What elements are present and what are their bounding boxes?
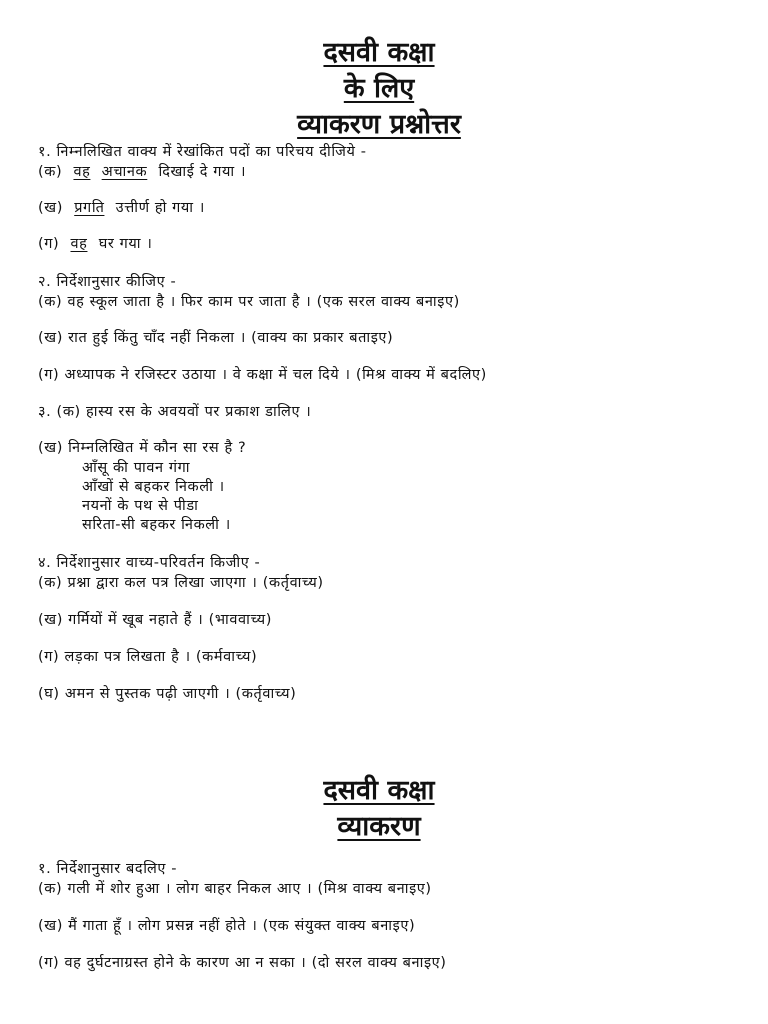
- underlined-word-3: प्रगति: [74, 200, 105, 216]
- poem-line-3: नयनों के पथ से पीडा: [82, 498, 199, 514]
- question-1b: [38, 198, 205, 218]
- question-4c: (ग) लड़का पत्र लिखता है । (कर्मवाच्य): [38, 649, 258, 665]
- question-3-heading: ३. (क) हास्य रस के अवयवों पर प्रकाश डालिए ।: [38, 404, 312, 420]
- underlined-word-4: वह: [70, 236, 88, 252]
- question-2-heading: २. निर्देशानुसार कीजिए -: [38, 274, 177, 290]
- section-2-title-line-1: दसवी कक्षा: [323, 775, 435, 806]
- document-title-line-3: व्याकरण प्रश्नोत्तर: [297, 109, 461, 140]
- question-4a: (क) प्रश्ना द्वारा कल पत्र लिखा जाएगा । (कर्तृवाच्य): [38, 575, 324, 591]
- section-2-question-1b: (ख) मैं गाता हूँ । लोग प्रसन्न नहीं होते । (एक संयुक्त वाक्य बनाइए): [38, 918, 416, 934]
- question-1a: [38, 162, 246, 182]
- poem-line-2: आँखों से बहकर निकली ।: [82, 479, 225, 495]
- question-1a-text: दिखाई दे गया ।: [158, 164, 247, 180]
- section-2-title-line-2: व्याकरण: [337, 811, 421, 842]
- question-4b: (ख) गर्मियों में खूब नहाते हैं । (भाववाच्य): [38, 612, 273, 628]
- underlined-word-2: अचानक: [101, 164, 148, 180]
- question-1b-text: उत्तीर्ण हो गया ।: [115, 200, 205, 216]
- question-2c: (ग) अध्यापक ने रजिस्टर उठाया । वे कक्षा में चल दिये । (मिश्र वाक्य में बदलिए): [38, 367, 487, 383]
- poem-line-4: सरिता-सी बहकर निकली ।: [82, 517, 231, 533]
- underlined-word-1: वह: [73, 164, 91, 180]
- question-2b: (ख) रात हुई किंतु चाँद नहीं निकला । (वाक्य का प्रकार बताइए): [38, 330, 394, 346]
- poem-line-1: आँसू की पावन गंगा: [82, 460, 191, 476]
- question-1a-label: (क): [38, 164, 63, 180]
- section-2-question-1c: (ग) वह दुर्घटनाग्रस्त होने के कारण आ न सका । (दो सरल वाक्य बनाइए): [38, 955, 447, 971]
- question-1-heading: १. निम्नलिखित वाक्य में रेखांकित पदों का परिचय दीजिये -: [38, 144, 367, 160]
- document-title-line-1: दसवी कक्षा: [323, 37, 435, 68]
- question-4-heading: ४. निर्देशानुसार वाच्य-परिवर्तन किजीए -: [38, 555, 261, 571]
- question-1c-text: घर गया ।: [98, 236, 153, 252]
- question-4d: (घ) अमन से पुस्तक पढ़ी जाएगी । (कर्तृवाच्य): [38, 686, 297, 702]
- section-2-question-1a: (क) गली में शोर हुआ । लोग बाहर निकल आए । (मिश्र वाक्य बनाइए): [38, 881, 432, 897]
- question-1c-label: (ग): [38, 236, 60, 252]
- question-2a: (क) वह स्कूल जाता है । फिर काम पर जाता है । (एक सरल वाक्य बनाइए): [38, 294, 460, 310]
- question-1b-label: (ख): [38, 200, 63, 216]
- document-title-line-2: के लिए: [343, 73, 415, 104]
- section-2-question-1-heading: १. निर्देशानुसार बदलिए -: [38, 861, 178, 877]
- question-3b: (ख) निम्नलिखित में कौन सा रस है ?: [38, 440, 247, 456]
- question-1c: [38, 234, 152, 254]
